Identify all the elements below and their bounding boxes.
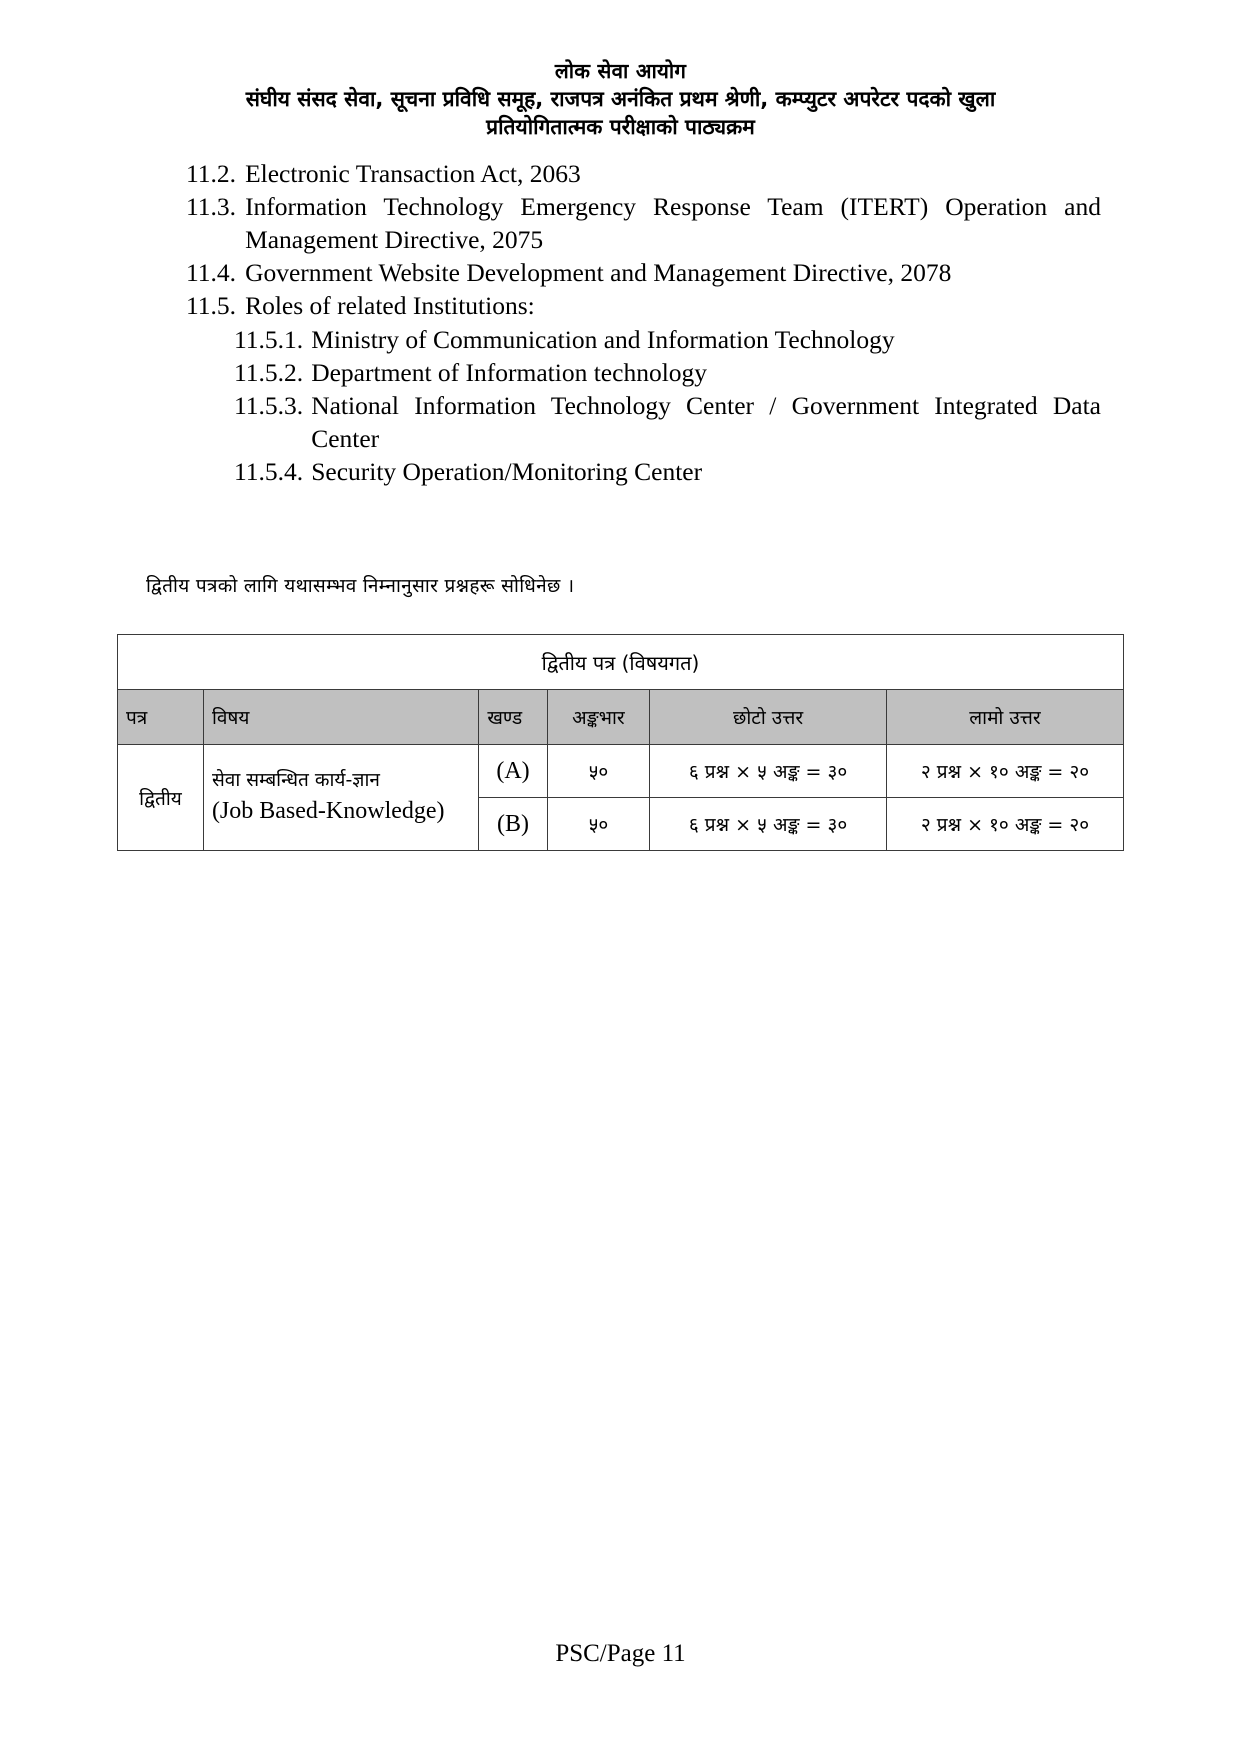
lead-in-sentence: द्वितीय पत्रको लागि यथासम्भव निम्नानुसार प्रश्नहरू सोधिनेछ । — [146, 575, 575, 598]
outline-item-text: Electronic Transaction Act, 2063 — [245, 158, 581, 188]
outline-item-text: Security Operation/Monitoring Center — [311, 457, 703, 487]
column-header-section: खण्ड — [479, 690, 547, 745]
table-row — [118, 745, 1124, 798]
cell-weight-b: ५० — [547, 798, 649, 851]
outline-item-text: Government Website Development and Management Directive, 2078 — [245, 258, 952, 288]
outline-item — [234, 389, 1101, 455]
cell-paper-name: द्वितीय — [118, 745, 204, 851]
table-header-row — [118, 690, 1124, 745]
cell-short-answer-b: ६ प्रश्न × ५ अङ्क = ३० — [650, 798, 887, 851]
outline-item — [234, 455, 1101, 488]
cell-short-answer-a: ६ प्रश्न × ५ अङ्क = ३० — [650, 745, 887, 798]
outline-item-number: 11.5.3. — [234, 390, 304, 420]
cell-long-answer-b: २ प्रश्न × १० अङ्क = २० — [887, 798, 1124, 851]
outline-sublist — [186, 323, 1101, 489]
outline-item — [234, 323, 1101, 356]
syllabus-outline — [0, 157, 1241, 488]
cell-section-a: (A) — [479, 745, 547, 798]
column-header-paper: पत्र — [118, 690, 204, 745]
marks-table-wrapper — [0, 634, 1241, 851]
outline-item — [186, 256, 1101, 289]
page-footer: PSC/Page 11 — [555, 1640, 686, 1667]
outline-item-number: 11.2. — [186, 158, 237, 188]
cell-subject-name — [203, 745, 478, 851]
exam-title: संघीय संसद सेवा, सूचना प्रविधि समूह, राजपत्र अनंकित प्रथम श्रेणी, कम्प्युटर अपरेटर पदको खुला प्रतियोगितात्मक परीक्षाको पाठ्यक्रम — [245, 86, 996, 139]
subject-name-nepali: सेवा सम्बन्धित कार्य-ज्ञान — [211, 768, 380, 791]
outline-item — [186, 157, 1101, 190]
outline-item — [186, 190, 1101, 256]
outline-item — [234, 356, 1101, 389]
outline-item-text: Department of Information technology — [311, 357, 708, 387]
outline-item-text: National Information Technology Center / Government Integrated Data Center — [311, 390, 1101, 454]
column-header-subject: विषय — [203, 690, 478, 745]
outline-item-number: 11.5. — [186, 291, 237, 321]
column-header-weight: अङ्कभार — [547, 690, 649, 745]
table-title-row — [118, 635, 1124, 690]
outline-item — [186, 289, 1101, 322]
marks-distribution-table — [117, 634, 1124, 851]
subject-name-english: (Job Based-Knowledge) — [211, 798, 445, 825]
column-header-short-answer: छोटो उत्तर — [650, 690, 887, 745]
outline-item-number: 11.5.4. — [234, 457, 304, 487]
cell-section-b: (B) — [479, 798, 547, 851]
organization-title: लोक सेवा आयोग — [554, 59, 687, 83]
outline-item-number: 11.5.1. — [234, 324, 304, 354]
outline-item-text: Roles of related Institutions: — [245, 291, 535, 321]
outline-item-text: Information Technology Emergency Response Team (ITERT) Operation and Management Directive, 2075 — [245, 192, 1101, 255]
cell-weight-a: ५० — [547, 745, 649, 798]
cell-long-answer-a: २ प्रश्न × १० अङ्क = २० — [887, 745, 1124, 798]
outline-item-text: Ministry of Communication and Information Technology — [311, 324, 895, 354]
outline-item-number: 11.4. — [186, 258, 237, 288]
column-header-long-answer: लामो उत्तर — [887, 690, 1124, 745]
document-header — [0, 0, 1241, 141]
outline-item-number: 11.5.2. — [234, 357, 304, 387]
outline-item-number: 11.3. — [186, 192, 237, 222]
table-title: द्वितीय पत्र (विषयगत) — [118, 635, 1124, 690]
